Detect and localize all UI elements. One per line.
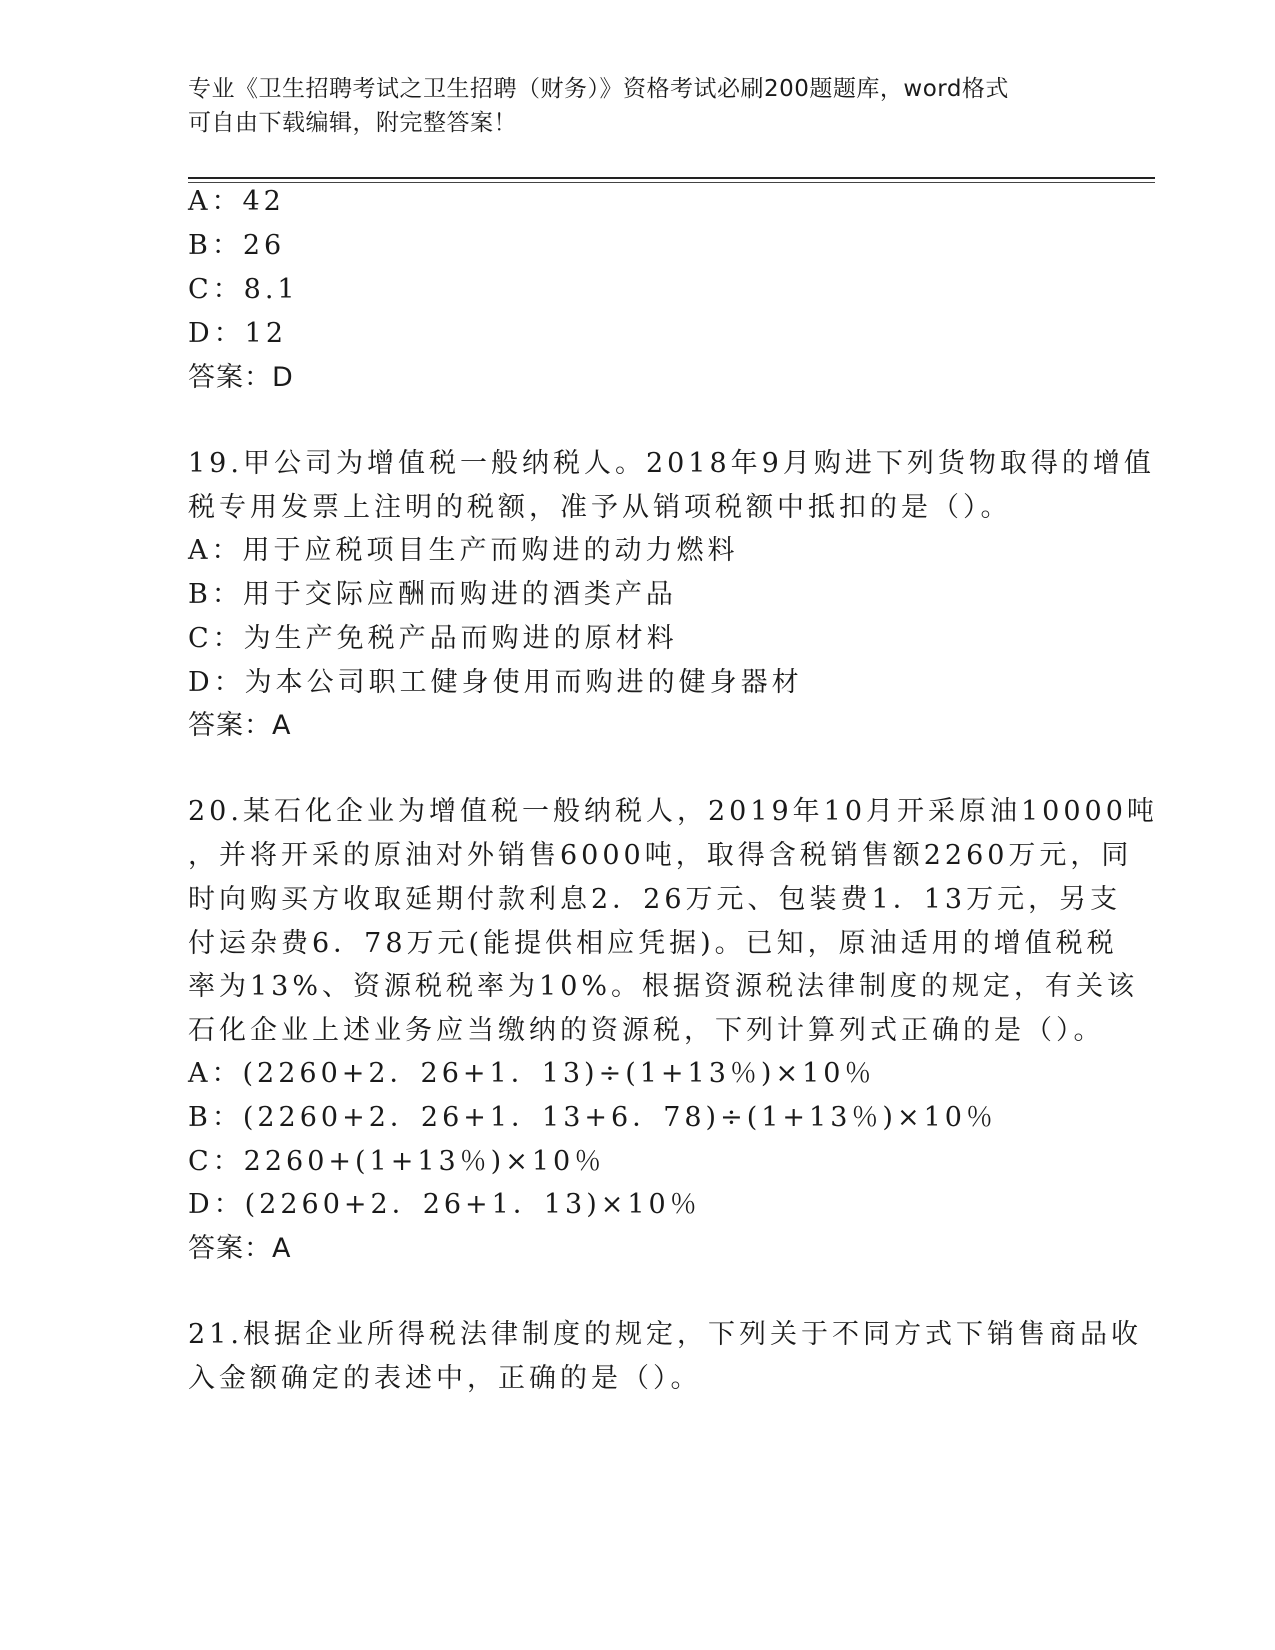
q19-answer: 答案：A bbox=[188, 710, 292, 741]
q20-option-c: C：2260+(1+13％)×10％ bbox=[188, 1146, 606, 1177]
q20-stem-line-2: ，并将开采的原油对外销售6000吨，取得含税销售额2260万元，同 bbox=[188, 840, 1133, 871]
q18-option-d: D：12 bbox=[188, 318, 288, 349]
q19-option-b: B：用于交际应酬而购进的酒类产品 bbox=[188, 579, 677, 610]
q18-option-b: B：26 bbox=[188, 230, 286, 261]
q20-stem-line-6: 石化企业上述业务应当缴纳的资源税，下列计算列式正确的是（）。 bbox=[188, 1015, 1105, 1046]
q20-stem-line-5: 率为13%、资源税税率为10%。根据资源税法律制度的规定，有关该 bbox=[188, 971, 1139, 1002]
q19-option-a: A：用于应税项目生产而购进的动力燃料 bbox=[188, 535, 739, 566]
q18-option-c: C：8.1 bbox=[188, 274, 299, 305]
q19-stem-line-2: 税专用发票上注明的税额，准予从销项税额中抵扣的是（）。 bbox=[188, 492, 1012, 523]
q20-stem-line-3: 时向购买方收取延期付款利息2．26万元、包装费1．13万元，另支 bbox=[188, 884, 1122, 915]
q20-answer: 答案：A bbox=[188, 1233, 292, 1264]
q21-stem-line-2: 入金额确定的表述中，正确的是（）。 bbox=[188, 1363, 702, 1394]
q20-stem-line-4: 付运杂费6．78万元(能提供相应凭据)。已知，原油适用的增值税税 bbox=[188, 928, 1118, 959]
q19-option-d: D：为本公司职工健身使用而购进的健身器材 bbox=[188, 667, 803, 698]
header-line-1: 专业《卫生招聘考试之卫生招聘（财务）》资格考试必刷200题题库，word格式 bbox=[188, 76, 1009, 102]
page-header bbox=[188, 72, 1068, 140]
q19-stem-line-1: 19.甲公司为增值税一般纳税人。2018年9月购进下列货物取得的增值 bbox=[188, 448, 1155, 479]
q21-stem-line-1: 21.根据企业所得税法律制度的规定，下列关于不同方式下销售商品收 bbox=[188, 1319, 1142, 1350]
q20-option-a: A：(2260+2．26+1．13)÷(1+13％)×10％ bbox=[188, 1058, 876, 1089]
q20-option-d: D：(2260+2．26+1．13)×10％ bbox=[188, 1189, 701, 1220]
q20-stem-line-1: 20.某石化企业为增值税一般纳税人，2019年10月开采原油10000吨 bbox=[188, 796, 1158, 827]
q20-option-b: B：(2260+2．26+1．13+6．78)÷(1+13％)×10％ bbox=[188, 1102, 997, 1133]
header-divider-thin bbox=[188, 182, 1155, 183]
q19-option-c: C：为生产免税产品而购进的原材料 bbox=[188, 623, 678, 654]
q18-option-a: A：42 bbox=[188, 186, 285, 217]
header-line-2: 可自由下载编辑，附完整答案！ bbox=[188, 110, 517, 136]
header-divider bbox=[188, 177, 1155, 179]
q18-answer: 答案：D bbox=[188, 362, 294, 393]
